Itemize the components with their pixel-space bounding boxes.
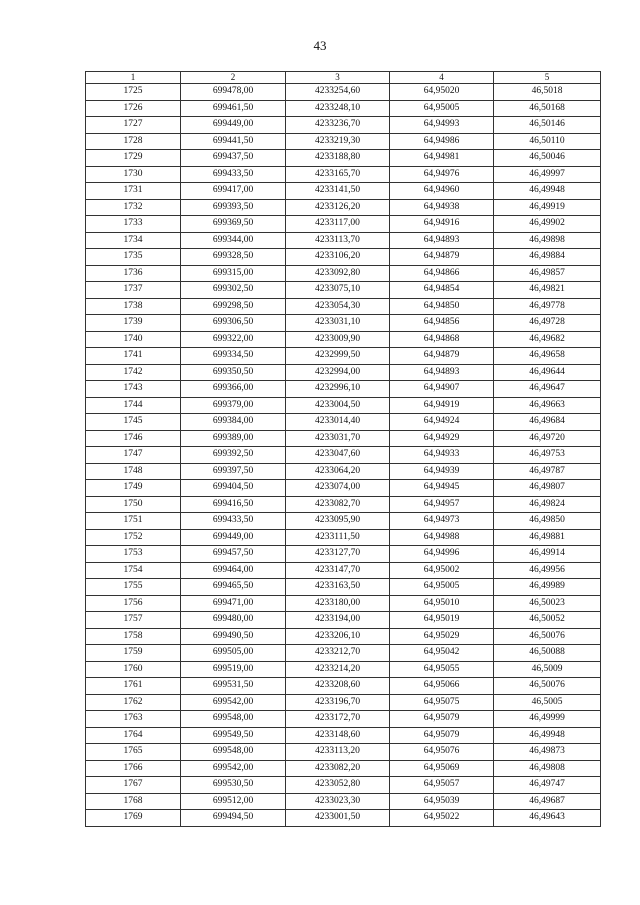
table-cell: 64,95057: [390, 777, 494, 794]
table-cell: 64,94957: [390, 496, 494, 513]
table-row: [86, 777, 601, 794]
table-cell: 1768: [86, 793, 181, 810]
table-cell: 1731: [86, 183, 181, 200]
table-row: [86, 348, 601, 365]
table-cell: 4233148,60: [286, 727, 390, 744]
table-cell: 4233196,70: [286, 694, 390, 711]
table-cell: 46,50052: [494, 612, 601, 629]
table-row: [86, 628, 601, 645]
table-cell: 699461,50: [181, 100, 286, 117]
table-cell: 699437,50: [181, 150, 286, 167]
table-cell: 4233106,20: [286, 249, 390, 266]
table-cell: 1730: [86, 166, 181, 183]
table-cell: 64,95039: [390, 793, 494, 810]
table-cell: 46,49682: [494, 331, 601, 348]
table-cell: 699457,50: [181, 546, 286, 563]
table-cell: 46,49787: [494, 463, 601, 480]
table-cell: 4233082,20: [286, 760, 390, 777]
column-header: 1: [86, 72, 181, 84]
table-cell: 46,49728: [494, 315, 601, 332]
table-cell: 1747: [86, 447, 181, 464]
table-row: [86, 513, 601, 530]
table-cell: 4233141,50: [286, 183, 390, 200]
table-row: [86, 463, 601, 480]
table-cell: 4233031,70: [286, 430, 390, 447]
table-cell: 4233095,90: [286, 513, 390, 530]
table-cell: 699512,00: [181, 793, 286, 810]
column-header: 4: [390, 72, 494, 84]
table-cell: 46,5018: [494, 84, 601, 101]
table-cell: 64,95002: [390, 562, 494, 579]
table-row: [86, 447, 601, 464]
table-cell: 46,49948: [494, 183, 601, 200]
table-cell: 4233054,30: [286, 298, 390, 315]
table-cell: 46,49720: [494, 430, 601, 447]
table-cell: 699392,50: [181, 447, 286, 464]
table-cell: 46,49850: [494, 513, 601, 530]
table-cell: 699350,50: [181, 364, 286, 381]
table-cell: 4232996,10: [286, 381, 390, 398]
table-row: [86, 249, 601, 266]
table-row: [86, 282, 601, 299]
table-cell: 64,94976: [390, 166, 494, 183]
table-cell: 699549,50: [181, 727, 286, 744]
table-cell: 64,95079: [390, 727, 494, 744]
table-cell: 699306,50: [181, 315, 286, 332]
table-cell: 4233009,90: [286, 331, 390, 348]
table-row: [86, 397, 601, 414]
table-row: [86, 216, 601, 233]
table-cell: 699465,50: [181, 579, 286, 596]
table-cell: 64,95005: [390, 579, 494, 596]
table-cell: 4233212,70: [286, 645, 390, 662]
table-cell: 64,94993: [390, 117, 494, 134]
table-cell: 699322,00: [181, 331, 286, 348]
table-cell: 4233111,50: [286, 529, 390, 546]
table-cell: 64,94879: [390, 348, 494, 365]
table-cell: 4233206,10: [286, 628, 390, 645]
table-cell: 64,95022: [390, 810, 494, 827]
table-cell: 64,94945: [390, 480, 494, 497]
table-cell: 1737: [86, 282, 181, 299]
table-cell: 1739: [86, 315, 181, 332]
table-cell: 1749: [86, 480, 181, 497]
table-cell: 46,50046: [494, 150, 601, 167]
table-cell: 1741: [86, 348, 181, 365]
table-cell: 64,94854: [390, 282, 494, 299]
page-number: 43: [313, 38, 327, 53]
column-header: 2: [181, 72, 286, 84]
table-cell: 64,95055: [390, 661, 494, 678]
column-header: 5: [494, 72, 601, 84]
table-row: [86, 298, 601, 315]
table-cell: 1727: [86, 117, 181, 134]
table-cell: 46,49881: [494, 529, 601, 546]
table-cell: 1738: [86, 298, 181, 315]
table-row: [86, 595, 601, 612]
table-cell: 699478,00: [181, 84, 286, 101]
table-cell: 4233031,10: [286, 315, 390, 332]
table-cell: 46,50146: [494, 117, 601, 134]
table-cell: 46,49884: [494, 249, 601, 266]
table-cell: 1756: [86, 595, 181, 612]
table-cell: 64,95010: [390, 595, 494, 612]
table-cell: 64,94929: [390, 430, 494, 447]
table-cell: 699494,50: [181, 810, 286, 827]
table-cell: 4233082,70: [286, 496, 390, 513]
table-cell: 64,95066: [390, 678, 494, 695]
table-cell: 1735: [86, 249, 181, 266]
table-cell: 46,49902: [494, 216, 601, 233]
table-cell: 699417,00: [181, 183, 286, 200]
table-cell: 64,94924: [390, 414, 494, 431]
table-cell: 4233113,70: [286, 232, 390, 249]
table-cell: 699519,00: [181, 661, 286, 678]
table-cell: 46,49778: [494, 298, 601, 315]
table-cell: 64,94879: [390, 249, 494, 266]
table-cell: 1769: [86, 810, 181, 827]
table-cell: 699328,50: [181, 249, 286, 266]
table-cell: 64,94988: [390, 529, 494, 546]
table-cell: 46,50076: [494, 678, 601, 695]
table-cell: 4233113,20: [286, 744, 390, 761]
table-cell: 4233248,10: [286, 100, 390, 117]
column-header: 3: [286, 72, 390, 84]
table-row: [86, 100, 601, 117]
table-cell: 1726: [86, 100, 181, 117]
table-cell: 64,94986: [390, 133, 494, 150]
table-cell: 1765: [86, 744, 181, 761]
table-cell: 46,49747: [494, 777, 601, 794]
table-body: [86, 84, 601, 827]
table-row: [86, 612, 601, 629]
table-cell: 1733: [86, 216, 181, 233]
table-cell: 1764: [86, 727, 181, 744]
table-cell: 64,94856: [390, 315, 494, 332]
table-cell: 4232994,00: [286, 364, 390, 381]
table-cell: 4233023,30: [286, 793, 390, 810]
table-cell: 699449,00: [181, 529, 286, 546]
table-cell: 64,95020: [390, 84, 494, 101]
table-cell: 699433,50: [181, 513, 286, 530]
table-cell: 4233127,70: [286, 546, 390, 563]
table-row: [86, 364, 601, 381]
table-row: [86, 133, 601, 150]
table-cell: 699384,00: [181, 414, 286, 431]
table-cell: 46,50023: [494, 595, 601, 612]
table-cell: 4233194,00: [286, 612, 390, 629]
table-cell: 699464,00: [181, 562, 286, 579]
table-cell: 64,94916: [390, 216, 494, 233]
table-row: [86, 727, 601, 744]
table-cell: 64,94893: [390, 232, 494, 249]
table-row: [86, 579, 601, 596]
table-cell: 4233163,50: [286, 579, 390, 596]
table-cell: 699416,50: [181, 496, 286, 513]
table-cell: 1757: [86, 612, 181, 629]
table-cell: 699542,00: [181, 760, 286, 777]
table-cell: 1746: [86, 430, 181, 447]
table-cell: 4233214,20: [286, 661, 390, 678]
table-cell: 699344,00: [181, 232, 286, 249]
table-cell: 4233001,50: [286, 810, 390, 827]
coordinates-table: [85, 71, 601, 827]
table-cell: 64,94866: [390, 265, 494, 282]
table-cell: 4233188,80: [286, 150, 390, 167]
table-cell: 699389,00: [181, 430, 286, 447]
table-cell: 4233254,60: [286, 84, 390, 101]
table-cell: 46,49898: [494, 232, 601, 249]
table-row: [86, 480, 601, 497]
table-cell: 699548,00: [181, 711, 286, 728]
table-cell: 46,49647: [494, 381, 601, 398]
table-cell: 46,49808: [494, 760, 601, 777]
table-cell: 699531,50: [181, 678, 286, 695]
table-cell: 64,94868: [390, 331, 494, 348]
table-cell: 46,49658: [494, 348, 601, 365]
table-cell: 46,49989: [494, 579, 601, 596]
table-cell: 4233047,60: [286, 447, 390, 464]
table-cell: 1755: [86, 579, 181, 596]
table-row: [86, 430, 601, 447]
table-row: [86, 183, 601, 200]
table-cell: 46,50088: [494, 645, 601, 662]
table-cell: 699542,00: [181, 694, 286, 711]
table-row: [86, 760, 601, 777]
table-row: [86, 381, 601, 398]
table-row: [86, 793, 601, 810]
table-cell: 1761: [86, 678, 181, 695]
table-cell: 46,49663: [494, 397, 601, 414]
table-cell: 64,94907: [390, 381, 494, 398]
table-cell: 64,94939: [390, 463, 494, 480]
table-cell: 699298,50: [181, 298, 286, 315]
table-row: [86, 315, 601, 332]
table-cell: 64,94960: [390, 183, 494, 200]
table-cell: 46,49644: [494, 364, 601, 381]
table-cell: 4233074,00: [286, 480, 390, 497]
table-cell: 1751: [86, 513, 181, 530]
table-cell: 1752: [86, 529, 181, 546]
table-row: [86, 496, 601, 513]
table-cell: 46,49821: [494, 282, 601, 299]
table-cell: 1748: [86, 463, 181, 480]
table-cell: 64,94996: [390, 546, 494, 563]
table-row: [86, 84, 601, 101]
table-row: [86, 232, 601, 249]
table-cell: 699480,00: [181, 612, 286, 629]
table-cell: 46,49956: [494, 562, 601, 579]
table-cell: 699449,00: [181, 117, 286, 134]
table-row: [86, 166, 601, 183]
table-cell: 46,49684: [494, 414, 601, 431]
table-cell: 699315,00: [181, 265, 286, 282]
table-cell: 699404,50: [181, 480, 286, 497]
table-cell: 64,95019: [390, 612, 494, 629]
table-cell: 4233172,70: [286, 711, 390, 728]
table-cell: 1763: [86, 711, 181, 728]
table-cell: 699548,00: [181, 744, 286, 761]
table-row: [86, 562, 601, 579]
table-cell: 1740: [86, 331, 181, 348]
table-cell: 699302,50: [181, 282, 286, 299]
table-cell: 46,49999: [494, 711, 601, 728]
table-row: [86, 694, 601, 711]
table-cell: 46,49643: [494, 810, 601, 827]
table-cell: 1753: [86, 546, 181, 563]
table-cell: 46,50168: [494, 100, 601, 117]
table-cell: 64,94933: [390, 447, 494, 464]
table-cell: 699471,00: [181, 595, 286, 612]
table-cell: 4233052,80: [286, 777, 390, 794]
table-cell: 699369,50: [181, 216, 286, 233]
table-cell: 46,50076: [494, 628, 601, 645]
table-cell: 1725: [86, 84, 181, 101]
table-cell: 1744: [86, 397, 181, 414]
table-cell: 64,95069: [390, 760, 494, 777]
table-cell: 4233165,70: [286, 166, 390, 183]
table-cell: 1754: [86, 562, 181, 579]
table-cell: 699441,50: [181, 133, 286, 150]
table-cell: 4233147,70: [286, 562, 390, 579]
table-cell: 1745: [86, 414, 181, 431]
table-cell: 699397,50: [181, 463, 286, 480]
header-row: [86, 72, 601, 84]
table-cell: 64,95075: [390, 694, 494, 711]
table-cell: 1759: [86, 645, 181, 662]
table-cell: 1742: [86, 364, 181, 381]
table-cell: 46,49807: [494, 480, 601, 497]
table-cell: 699433,50: [181, 166, 286, 183]
table-cell: 46,49873: [494, 744, 601, 761]
table-cell: 699334,50: [181, 348, 286, 365]
table-cell: 64,95079: [390, 711, 494, 728]
table-row: [86, 331, 601, 348]
table-row: [86, 199, 601, 216]
table-cell: 4233092,80: [286, 265, 390, 282]
table-cell: 1728: [86, 133, 181, 150]
table-cell: 4233117,00: [286, 216, 390, 233]
table-cell: 1760: [86, 661, 181, 678]
table-row: [86, 661, 601, 678]
table-cell: 4233208,60: [286, 678, 390, 695]
table-row: [86, 744, 601, 761]
table-cell: 46,49997: [494, 166, 601, 183]
table-row: [86, 810, 601, 827]
table-row: [86, 150, 601, 167]
table-cell: 64,95029: [390, 628, 494, 645]
table-cell: 46,49687: [494, 793, 601, 810]
table-cell: 64,94973: [390, 513, 494, 530]
table-cell: 64,94938: [390, 199, 494, 216]
table-cell: 699530,50: [181, 777, 286, 794]
table-cell: 1762: [86, 694, 181, 711]
table-cell: 699505,00: [181, 645, 286, 662]
table-cell: 1767: [86, 777, 181, 794]
table-row: [86, 546, 601, 563]
table-cell: 699490,50: [181, 628, 286, 645]
table-cell: 699393,50: [181, 199, 286, 216]
table-cell: 4233064,20: [286, 463, 390, 480]
table-row: [86, 678, 601, 695]
table-cell: 1743: [86, 381, 181, 398]
table-cell: 4233004,50: [286, 397, 390, 414]
table-cell: 46,49857: [494, 265, 601, 282]
table-row: [86, 711, 601, 728]
table-cell: 1732: [86, 199, 181, 216]
table-cell: 4233075,10: [286, 282, 390, 299]
table-cell: 4232999,50: [286, 348, 390, 365]
table-cell: 699366,00: [181, 381, 286, 398]
table-cell: 1729: [86, 150, 181, 167]
table-cell: 4233126,20: [286, 199, 390, 216]
table-cell: 699379,00: [181, 397, 286, 414]
table-cell: 46,49919: [494, 199, 601, 216]
table-cell: 1734: [86, 232, 181, 249]
table-cell: 64,94850: [390, 298, 494, 315]
table-cell: 4233180,00: [286, 595, 390, 612]
table-cell: 46,49914: [494, 546, 601, 563]
table-row: [86, 645, 601, 662]
table-cell: 46,49753: [494, 447, 601, 464]
table-cell: 1736: [86, 265, 181, 282]
table-row: [86, 529, 601, 546]
table-cell: 1750: [86, 496, 181, 513]
table-row: [86, 414, 601, 431]
table-cell: 46,50110: [494, 133, 601, 150]
table-cell: 46,49824: [494, 496, 601, 513]
table-cell: 46,5005: [494, 694, 601, 711]
table-cell: 64,94919: [390, 397, 494, 414]
table-cell: 64,95042: [390, 645, 494, 662]
table-row: [86, 265, 601, 282]
table-cell: 4233014,40: [286, 414, 390, 431]
table-cell: 64,95005: [390, 100, 494, 117]
table-row: [86, 117, 601, 134]
table-cell: 64,95076: [390, 744, 494, 761]
table-cell: 64,94981: [390, 150, 494, 167]
table-cell: 1758: [86, 628, 181, 645]
table-cell: 46,5009: [494, 661, 601, 678]
table-cell: 64,94893: [390, 364, 494, 381]
table-cell: 4233219,30: [286, 133, 390, 150]
table-cell: 1766: [86, 760, 181, 777]
table-cell: 4233236,70: [286, 117, 390, 134]
table-cell: 46,49948: [494, 727, 601, 744]
